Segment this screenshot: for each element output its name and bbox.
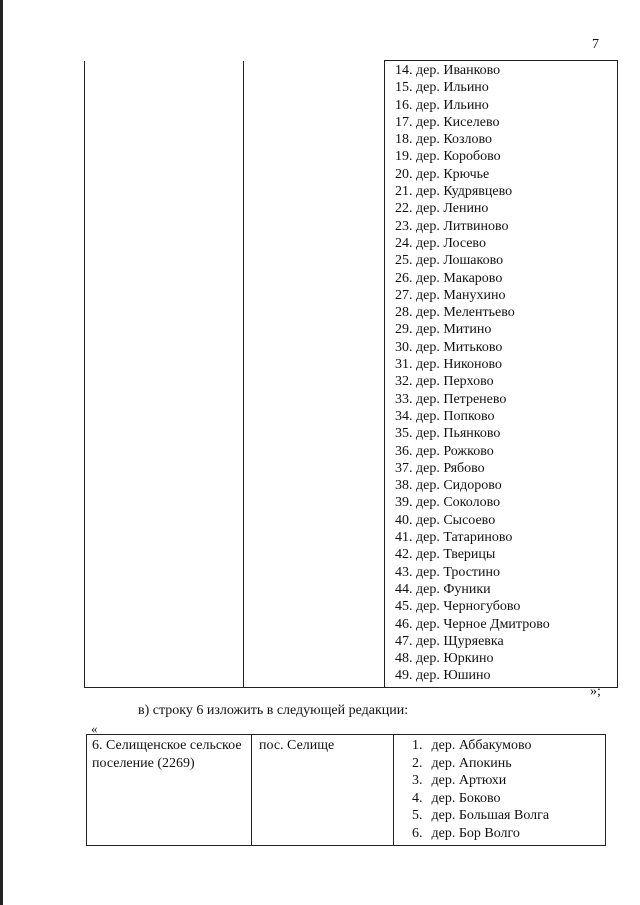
item-name: дер. Бор Волго xyxy=(431,825,520,841)
item-number: 2. xyxy=(412,755,423,771)
list-item: 31. дер. Никоново xyxy=(395,357,503,373)
item-number: 6. xyxy=(412,825,423,841)
list-item: 41. дер. Татариново xyxy=(395,530,513,546)
list-item: 20. дер. Крючье xyxy=(395,166,490,182)
list-item: 37. дер. Рябово xyxy=(395,460,485,476)
list-item: 43. дер. Тростино xyxy=(395,564,501,580)
closing-quote: »; xyxy=(590,684,601,699)
list-item: 42. дер. Тверицы xyxy=(395,547,496,563)
list-item: 47. дер. Щуряевка xyxy=(395,633,504,649)
list-item: 32. дер. Перхово xyxy=(395,374,494,390)
list-item: 21. дер. Кудрявцево xyxy=(395,184,513,200)
table-row xyxy=(85,61,618,688)
item-name: дер. Аббакумово xyxy=(431,738,532,753)
center-cell: пос. Селище xyxy=(252,735,394,846)
list-item xyxy=(412,790,603,808)
amendment-instruction: в) строку 6 изложить в следующей редакции: xyxy=(138,703,409,718)
item-number: 1. xyxy=(412,738,423,753)
list-item xyxy=(412,825,603,843)
list-item: 22. дер. Ленино xyxy=(395,201,489,217)
table-row xyxy=(87,735,606,846)
item-name: дер. Большая Волга xyxy=(431,808,550,824)
list-item: 18. дер. Козлово xyxy=(395,132,493,148)
list-item: 33. дер. Петренево xyxy=(395,391,507,407)
list-item: 15. дер. Ильино xyxy=(395,80,489,96)
list-item xyxy=(412,772,603,790)
list-item: 36. дер. Рожково xyxy=(395,443,494,459)
list-item: 19. дер. Коробово xyxy=(395,149,501,165)
page-number: 7 xyxy=(592,37,599,52)
settlements-list xyxy=(395,62,617,685)
list-item: 40. дер. Сысоево xyxy=(395,512,496,528)
item-number: 3. xyxy=(412,773,423,789)
item-name: дер. Апокинь xyxy=(431,755,512,771)
list-item xyxy=(412,737,603,755)
item-number: 4. xyxy=(412,790,423,806)
scan-edge-line xyxy=(0,0,3,905)
list-item: 35. дер. Пьянково xyxy=(395,426,501,442)
settlements-cell xyxy=(385,61,618,688)
list-item: 45. дер. Черногубово xyxy=(395,599,521,615)
item-number: 5. xyxy=(412,808,423,824)
municipality-cell: 6. Селищенское сельское поселение (2269) xyxy=(87,735,252,846)
list-item: 38. дер. Сидорово xyxy=(395,478,502,494)
settlements-table-continued xyxy=(84,60,618,688)
list-item: 23. дер. Литвиново xyxy=(395,218,509,234)
opening-quote: « xyxy=(91,721,98,736)
list-item xyxy=(412,755,603,773)
list-item: 49. дер. Юшино xyxy=(395,668,491,684)
municipality-cell xyxy=(85,61,244,688)
amended-row-table xyxy=(86,734,606,846)
settlements-list xyxy=(412,737,603,843)
list-item xyxy=(412,807,603,825)
list-item: 29. дер. Митино xyxy=(395,322,492,338)
settlements-cell xyxy=(394,735,606,846)
list-item: 39. дер. Соколово xyxy=(395,495,501,511)
list-item: 34. дер. Попково xyxy=(395,408,495,424)
list-item: 28. дер. Мелентьево xyxy=(395,305,515,321)
list-item: 14. дер. Иванково xyxy=(395,63,501,78)
item-name: дер. Боково xyxy=(431,790,501,806)
list-item: 26. дер. Макарово xyxy=(395,270,503,286)
list-item: 17. дер. Киселево xyxy=(395,114,500,130)
list-item: 16. дер. Ильино xyxy=(395,97,489,113)
list-item: 30. дер. Митьково xyxy=(395,339,503,355)
list-item: 44. дер. Фуники xyxy=(395,581,491,597)
list-item: 24. дер. Лосево xyxy=(395,235,486,251)
item-name: дер. Артюхи xyxy=(431,773,507,789)
list-item: 25. дер. Лошаково xyxy=(395,253,504,269)
list-item: 48. дер. Юркино xyxy=(395,651,494,667)
list-item: 27. дер. Манухино xyxy=(395,287,506,303)
center-cell xyxy=(244,61,385,688)
list-item: 46. дер. Черное Дмитрово xyxy=(395,616,550,632)
